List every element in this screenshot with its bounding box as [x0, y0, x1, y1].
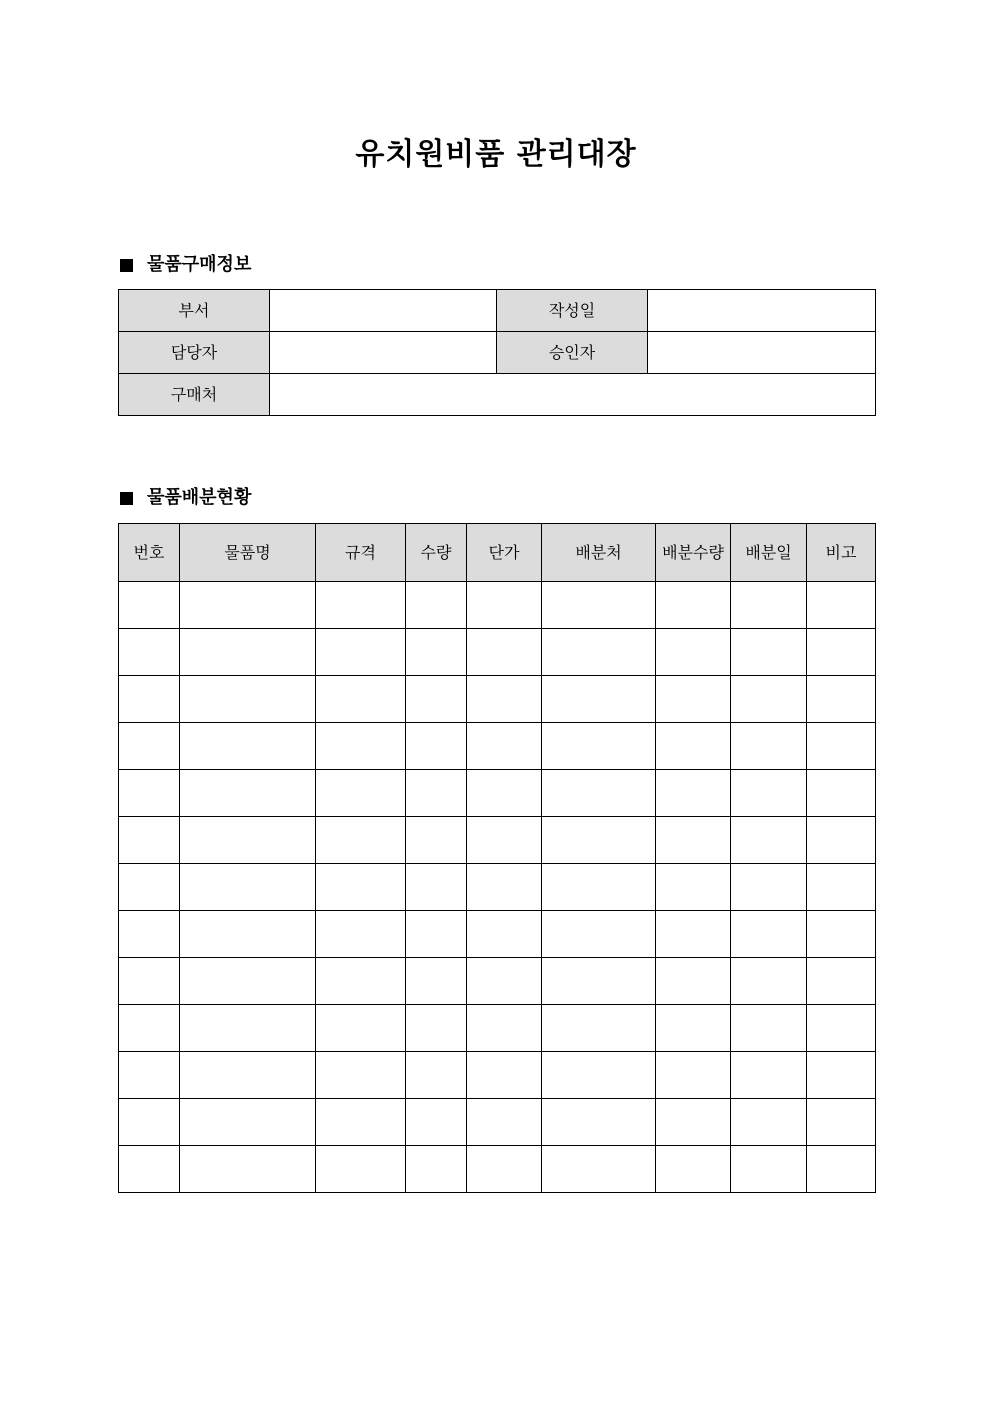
unit-price-cell[interactable] [467, 676, 542, 723]
spec-cell[interactable] [316, 1146, 406, 1193]
distribution-to-cell[interactable] [542, 1052, 656, 1099]
remarks-cell[interactable] [807, 582, 876, 629]
quantity-cell[interactable] [406, 629, 467, 676]
number-cell[interactable] [119, 1052, 180, 1099]
spec-cell[interactable] [316, 1052, 406, 1099]
number-cell[interactable] [119, 582, 180, 629]
col-quantity-header: 수량 [406, 524, 467, 582]
table-row [119, 817, 876, 864]
item-name-cell[interactable] [180, 1005, 316, 1052]
table-row [119, 676, 876, 723]
spec-cell[interactable] [316, 723, 406, 770]
distribution-quantity-cell[interactable] [656, 582, 731, 629]
item-name-cell[interactable] [180, 1052, 316, 1099]
distribution-to-cell[interactable] [542, 770, 656, 817]
remarks-cell[interactable] [807, 723, 876, 770]
purchase-info-heading-text: 물품구매정보 [147, 254, 252, 275]
number-cell[interactable] [119, 1146, 180, 1193]
unit-price-cell[interactable] [467, 582, 542, 629]
spec-cell[interactable] [316, 911, 406, 958]
distribution-date-cell[interactable] [731, 629, 807, 676]
remarks-cell[interactable] [807, 1146, 876, 1193]
distribution-to-cell[interactable] [542, 723, 656, 770]
remarks-cell[interactable] [807, 1052, 876, 1099]
col-number-header: 번호 [119, 524, 180, 582]
info-row-manager [119, 332, 876, 374]
page-title: 유치원비품 관리대장 [355, 137, 637, 172]
quantity-cell[interactable] [406, 864, 467, 911]
item-name-cell[interactable] [180, 864, 316, 911]
distribution-date-cell[interactable] [731, 817, 807, 864]
table-row [119, 958, 876, 1005]
item-name-cell[interactable] [180, 958, 316, 1005]
col-item-name-header: 물품명 [180, 524, 316, 582]
unit-price-cell[interactable] [467, 1146, 542, 1193]
quantity-cell[interactable] [406, 1146, 467, 1193]
distribution-quantity-cell[interactable] [656, 817, 731, 864]
distribution-quantity-cell[interactable] [656, 1005, 731, 1052]
distribution-date-cell[interactable] [731, 958, 807, 1005]
quantity-cell[interactable] [406, 1005, 467, 1052]
distribution-date-cell[interactable] [731, 1052, 807, 1099]
info-row-department [119, 290, 876, 332]
unit-price-cell[interactable] [467, 864, 542, 911]
distribution-quantity-cell[interactable] [656, 1099, 731, 1146]
distribution-date-cell[interactable] [731, 582, 807, 629]
remarks-cell[interactable] [807, 676, 876, 723]
table-row [119, 1146, 876, 1193]
unit-price-cell[interactable] [467, 911, 542, 958]
remarks-cell[interactable] [807, 911, 876, 958]
unit-price-cell[interactable] [467, 817, 542, 864]
table-row [119, 1099, 876, 1146]
table-row [119, 911, 876, 958]
number-cell[interactable] [119, 770, 180, 817]
table-row [119, 1005, 876, 1052]
item-name-cell[interactable] [180, 1146, 316, 1193]
item-name-cell[interactable] [180, 1099, 316, 1146]
table-row [119, 629, 876, 676]
spec-cell[interactable] [316, 864, 406, 911]
distribution-header-row [119, 524, 876, 582]
distribution-to-cell[interactable] [542, 1005, 656, 1052]
distribution-date-cell[interactable] [731, 864, 807, 911]
table-row [119, 864, 876, 911]
distribution-date-cell[interactable] [731, 1099, 807, 1146]
square-bullet-icon [120, 259, 133, 272]
col-unit-price-header: 단가 [467, 524, 542, 582]
department-field[interactable] [270, 290, 497, 332]
quantity-cell[interactable] [406, 676, 467, 723]
number-cell[interactable] [119, 1005, 180, 1052]
unit-price-cell[interactable] [467, 770, 542, 817]
spec-cell[interactable] [316, 1099, 406, 1146]
number-cell[interactable] [119, 676, 180, 723]
distribution-heading-text: 물품배분현황 [147, 487, 252, 508]
spec-cell[interactable] [316, 817, 406, 864]
spec-cell[interactable] [316, 1005, 406, 1052]
distribution-to-cell[interactable] [542, 676, 656, 723]
distribution-quantity-cell[interactable] [656, 629, 731, 676]
unit-price-cell[interactable] [467, 1052, 542, 1099]
distribution-to-cell[interactable] [542, 911, 656, 958]
col-distribution-date-header: 배분일 [731, 524, 807, 582]
distribution-quantity-cell[interactable] [656, 1052, 731, 1099]
distribution-date-cell[interactable] [731, 1146, 807, 1193]
number-cell[interactable] [119, 1099, 180, 1146]
distribution-to-cell[interactable] [542, 1099, 656, 1146]
unit-price-cell[interactable] [467, 1099, 542, 1146]
spec-cell[interactable] [316, 958, 406, 1005]
distribution-date-cell[interactable] [731, 1005, 807, 1052]
distribution-quantity-cell[interactable] [656, 723, 731, 770]
distribution-quantity-cell[interactable] [656, 958, 731, 1005]
remarks-cell[interactable] [807, 864, 876, 911]
approver-field[interactable] [648, 332, 876, 374]
col-spec-header: 규격 [316, 524, 406, 582]
distribution-to-cell[interactable] [542, 817, 656, 864]
remarks-cell[interactable] [807, 817, 876, 864]
distribution-to-cell[interactable] [542, 582, 656, 629]
table-row [119, 582, 876, 629]
quantity-cell[interactable] [406, 1052, 467, 1099]
manager-label: 담당자 [119, 332, 270, 374]
quantity-cell[interactable] [406, 582, 467, 629]
distribution-date-cell[interactable] [731, 770, 807, 817]
spec-cell[interactable] [316, 676, 406, 723]
item-name-cell[interactable] [180, 629, 316, 676]
distribution-to-cell[interactable] [542, 1146, 656, 1193]
item-name-cell[interactable] [180, 911, 316, 958]
vendor-field[interactable] [270, 374, 876, 416]
approver-label: 승인자 [497, 332, 648, 374]
distribution-heading [119, 486, 251, 510]
number-cell[interactable] [119, 864, 180, 911]
table-row [119, 723, 876, 770]
col-distribution-to-header: 배분처 [542, 524, 656, 582]
manager-field[interactable] [270, 332, 497, 374]
purchase-info-heading [119, 253, 251, 277]
distribution-quantity-cell[interactable] [656, 1146, 731, 1193]
department-label: 부서 [119, 290, 270, 332]
table-row [119, 1052, 876, 1099]
distribution-date-cell[interactable] [731, 911, 807, 958]
item-name-cell[interactable] [180, 770, 316, 817]
quantity-cell[interactable] [406, 911, 467, 958]
distribution-to-cell[interactable] [542, 629, 656, 676]
distribution-to-cell[interactable] [542, 864, 656, 911]
unit-price-cell[interactable] [467, 629, 542, 676]
spec-cell[interactable] [316, 770, 406, 817]
remarks-cell[interactable] [807, 958, 876, 1005]
distribution-body [119, 582, 876, 1193]
unit-price-cell[interactable] [467, 723, 542, 770]
quantity-cell[interactable] [406, 958, 467, 1005]
distribution-quantity-cell[interactable] [656, 864, 731, 911]
date-written-label: 작성일 [497, 290, 648, 332]
item-name-cell[interactable] [180, 817, 316, 864]
number-cell[interactable] [119, 817, 180, 864]
distribution-quantity-cell[interactable] [656, 770, 731, 817]
distribution-quantity-cell[interactable] [656, 911, 731, 958]
number-cell[interactable] [119, 958, 180, 1005]
unit-price-cell[interactable] [467, 958, 542, 1005]
quantity-cell[interactable] [406, 1099, 467, 1146]
distribution-to-cell[interactable] [542, 958, 656, 1005]
remarks-cell[interactable] [807, 1005, 876, 1052]
remarks-cell[interactable] [807, 770, 876, 817]
remarks-cell[interactable] [807, 1099, 876, 1146]
table-row [119, 770, 876, 817]
quantity-cell[interactable] [406, 770, 467, 817]
item-name-cell[interactable] [180, 582, 316, 629]
distribution-quantity-cell[interactable] [656, 676, 731, 723]
item-name-cell[interactable] [180, 723, 316, 770]
spec-cell[interactable] [316, 582, 406, 629]
date-written-field[interactable] [648, 290, 876, 332]
remarks-cell[interactable] [807, 629, 876, 676]
info-row-vendor [119, 374, 876, 416]
col-remarks-header: 비고 [807, 524, 876, 582]
unit-price-cell[interactable] [467, 1005, 542, 1052]
spec-cell[interactable] [316, 629, 406, 676]
distribution-date-cell[interactable] [731, 676, 807, 723]
number-cell[interactable] [119, 723, 180, 770]
number-cell[interactable] [119, 629, 180, 676]
quantity-cell[interactable] [406, 817, 467, 864]
col-distribution-quantity-header: 배분수량 [656, 524, 731, 582]
quantity-cell[interactable] [406, 723, 467, 770]
number-cell[interactable] [119, 911, 180, 958]
item-name-cell[interactable] [180, 676, 316, 723]
distribution-date-cell[interactable] [731, 723, 807, 770]
square-bullet-icon [120, 492, 133, 505]
purchase-info-table [118, 289, 876, 416]
vendor-label: 구매처 [119, 374, 270, 416]
distribution-table [118, 523, 876, 1193]
